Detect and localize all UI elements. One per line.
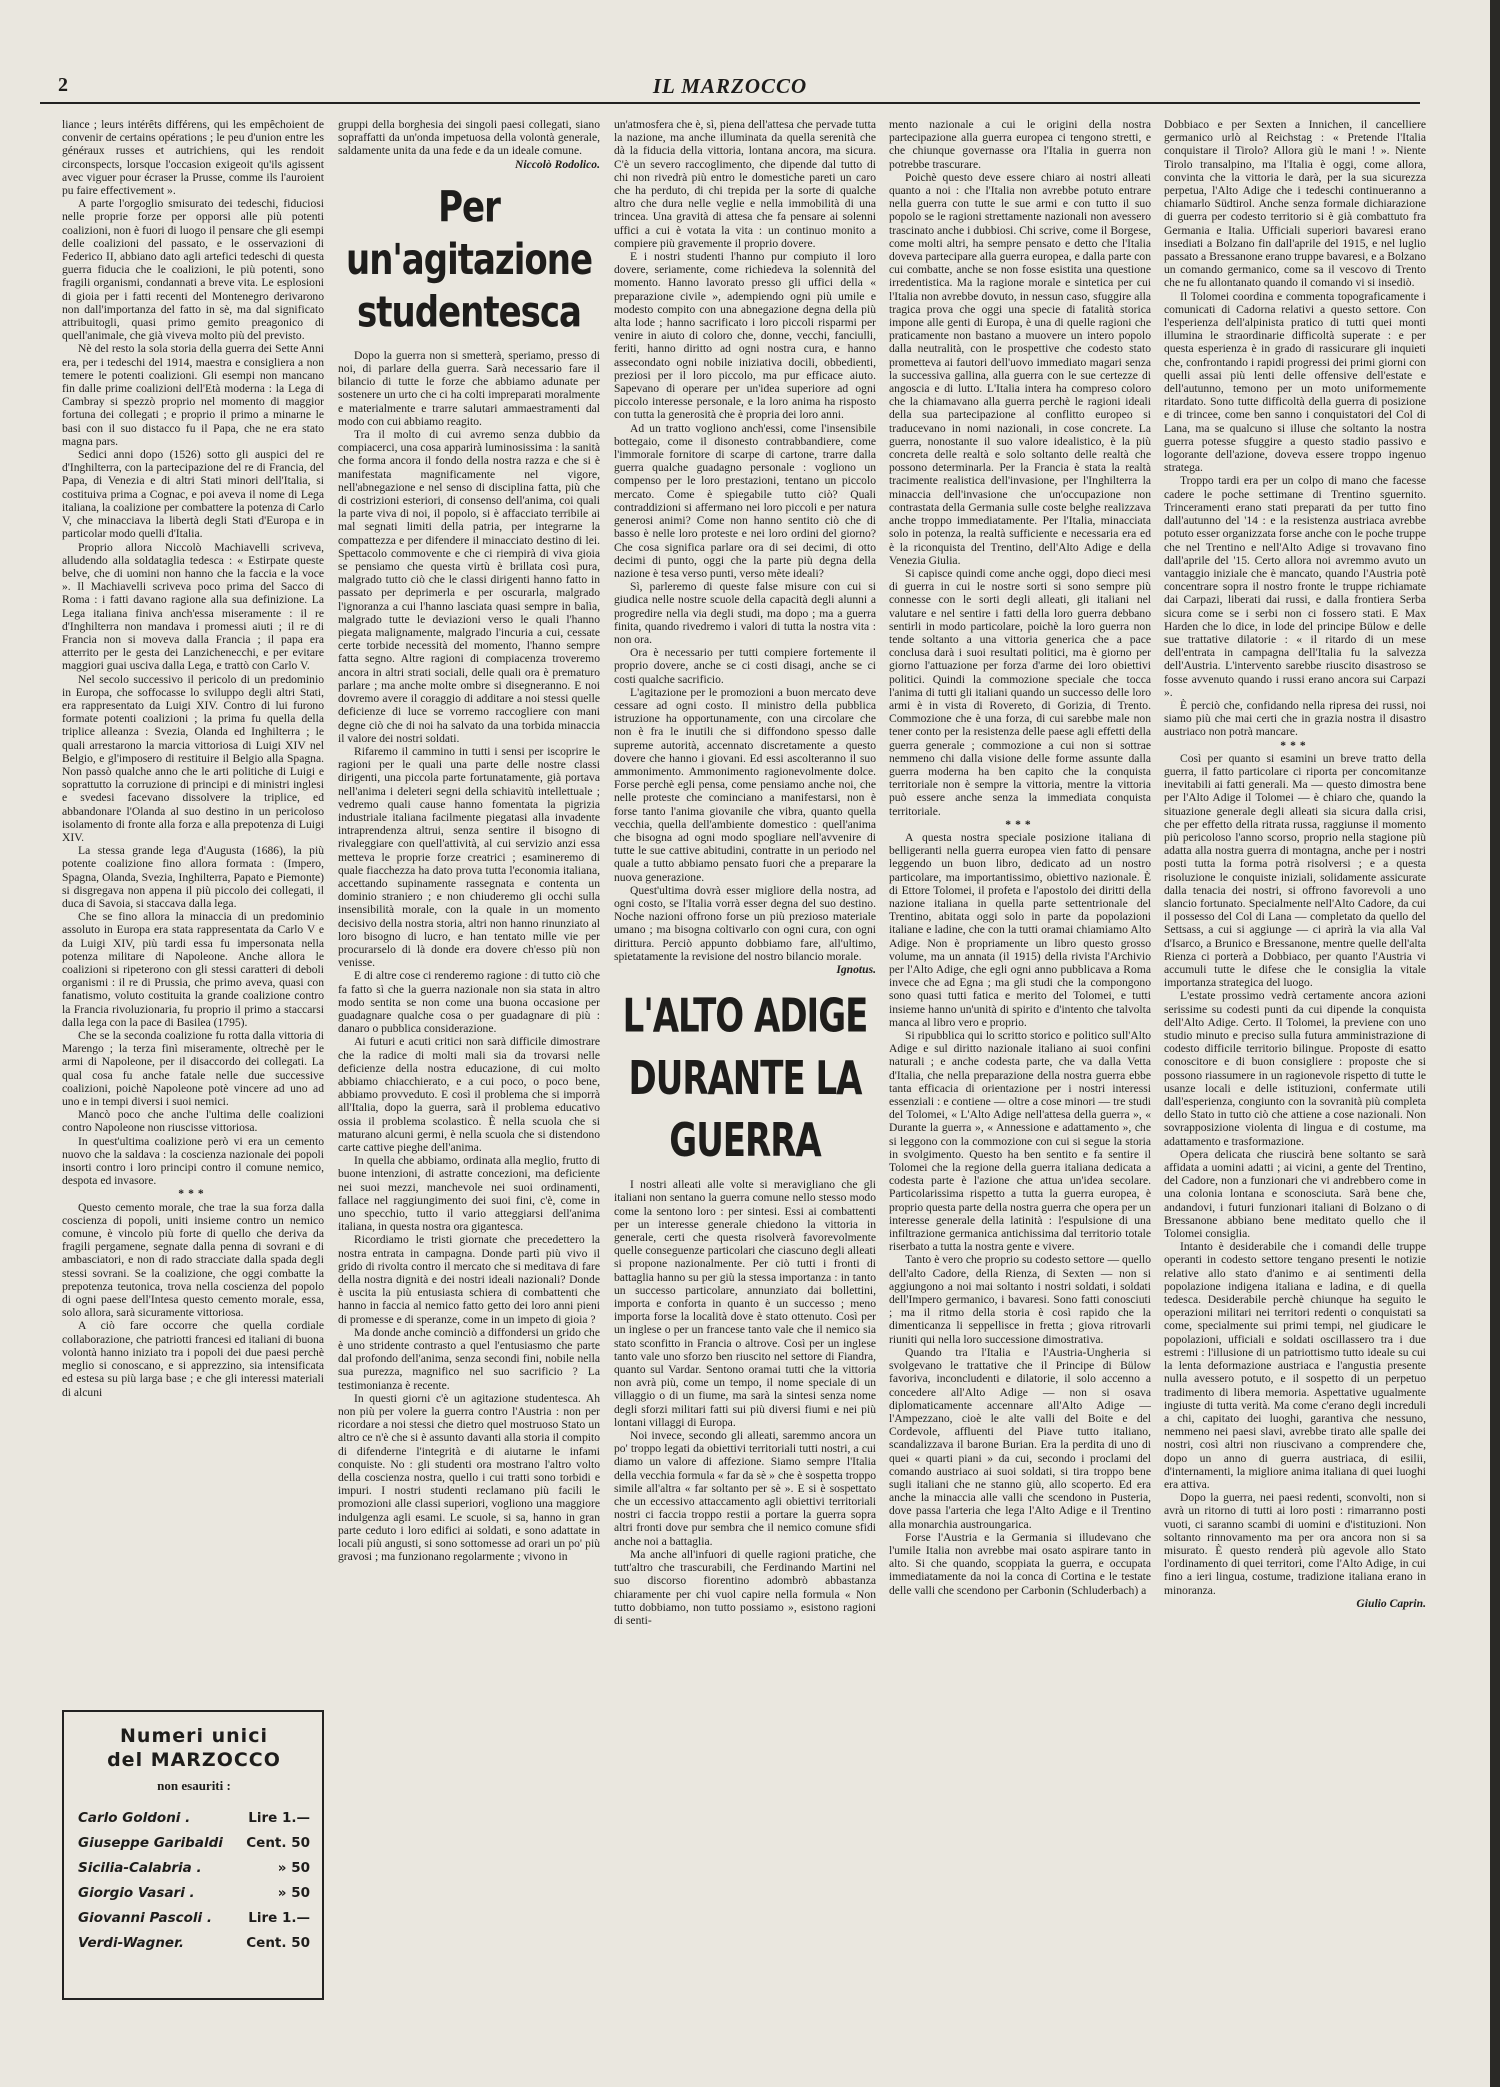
paragraph: mento nazionale a cui le origini della nostra partecipazione alla guerra europea ci tengono stretti, e che chiunque governasse ora l'Italia in guerra non potrebbe trascurare. bbox=[889, 118, 1151, 171]
paragraph: Rifaremo il cammino in tutti i sensi per iscoprire le ragioni per le quali una parte delle nostre classi dirigenti, una piccola parte fortunatamente, già portava nell'anima i deleteri segni della schiavitù intellettuale ; vedremo quali cause hanno fomentata la pigrizia industriale italiana facilmente piegatasi alla invadente intraprendenza altrui, senza sentire il bisogno di rivaleggiare con quell'attività, al cui servizio anzi essa metteva le proprie forze creatrici ; esamineremo di quale fiacchezza ha dato prova tutta l'economia italiana, accettando supinamente rassegnata e contenta un dominio straniero ; e non chiuderemo gli occhi sulla insensibilità morale, con la quale in un momento decisivo della nostra storia, altri non hanno rinunziato al loro bisogno di lucro, e han tentato mille vie per procurarselo di là donde era dovere ch'esso più non venisse. bbox=[338, 744, 600, 970]
paragraph: Il Tolomei coordina e commenta topograficamente i comunicati di Cadorna relativi a questo settore. Con l'esperienza dell'alpinista pratico di tutti quei monti illumina le straordinarie difficoltà superate : e per questa esperienza è in grado di rassicurare gli inquieti che, confrontando i rapidi progressi dei primi giorni con quelli assai più lenti delle offensive dell'estate e dell'autunno, temono per un moto uniformemente ritardato. Sono tutte difficoltà della guerra di posizione e di trincee, come ben sanno i conquistatori del Col di Lana, ma se qualcuno si illuse che soltanto la nostra guerra potesse sfuggire a questo stadio passivo e logorante dell'azione, doveva essere troppo ingenuo stratega. bbox=[1164, 289, 1426, 475]
paragraph: E i nostri studenti l'hanno pur compiuto il loro dovere, seriamente, come richiedeva la solennità del momento. Hanno lavorato presso gli uffici della « preparazione civile », adempiendo ogni più umile e modesto compito con una abnegazione degna della più alta lode ; hanno sacrificato i loro piccoli risparmi per venire in aiuto di coloro che, donne, vecchi, fanciulli, feriti, hanno diritto ad ogni nostra cura, e hanno assecondato ogni nobile iniziativa docili, obbedienti, preziosi per il loro piccolo, ma pur efficace aiuto. Sapevano di operare per un'idea superiore ad ogni piccolo interesse personale, e la loro anima ha risposto con tutta la generosità che è propria dei loro anni. bbox=[614, 250, 876, 422]
article-headline: L'ALTO ADIGE DURANTE LA GUERRA bbox=[622, 990, 868, 1169]
paragraph: A parte l'orgoglio smisurato dei tedeschi, fiduciosi nelle proprie forze per opporsi alle più potenti coalizioni, non è fuori di luogo il pensare che gli esempi delle coalizioni del passato, e le osservazioni di Federico II, abbiano dato agli artefici tedeschi di questa guerra fiducia che le coalizioni, le più potenti, sono fragili organismi, condannati a breve vita. Le esplosioni di gioia per i fatti recenti del Montenegro derivarono non dall'importanza del fatto in sè, ma dal significato attribuitogli, quasi primo gemito preagonico di quell'animale, che già viveva molto più del previsto. bbox=[62, 197, 324, 343]
paragraph: I nostri alleati alle volte si meravigliano che gli italiani non sentano la guerra comune nello stesso modo come la sentono loro : per sintesi. Essi ai combattenti per un interesse generale chiedono la vittoria in generale, certi che questa risolverà favorevolmente quelle conseguenze particolari che ciascuno degli alleati si propone nazionalmente. Per ciò tutti i fronti di battaglia hanno su per giù la stessa importanza : in tanto un successo particolare, annunziato dai bollettini, importa e conforta in quanto è un successo ; meno importa forse la località dove è stato ottenuto. Così per un inglese o per un francese tanto vale che il nemico sia stato sconfitto in Francia o altrove. Così per un inglese tanto vale uno sforzo ben riuscito nel settore di Fiandra, quanto sul Vardar. Sentono oramai tutti che la vittoria non avrà più, come un tempo, il nome speciale di un villaggio o di un fiume, ma sarà la sintesi senza nome degli sforzi militari fatti sui più diversi fiumi e nei più lontani villaggi di Europa. bbox=[614, 1178, 876, 1429]
paragraph: Mancò poco che anche l'ultima delle coalizioni contro Napoleone non riuscisse vittoriosa. bbox=[62, 1108, 324, 1135]
column-2 bbox=[338, 118, 600, 1998]
issue-name: Giuseppe Garibaldi bbox=[78, 1835, 223, 1851]
paragraph: Dopo la guerra non si smetterà, speriamo, presso di noi, di parlare della guerra. Sarà necessario fare il bilancio di tutte le forze che abbiamo adunate per sostenere un urto che ci ha colti impreparati moralmente e materialmente e trarre salutari ammaestramenti dal modo con cui abbiamo reagito. bbox=[338, 348, 600, 428]
paragraph: un'atmosfera che è, sì, piena dell'attesa che pervade tutta la nazione, ma anche illuminata da quella serenità che dà la fiducia della vittoria, lontana ancora, ma sicura. C'è un severo raccoglimento, che dipende dal tutto di chi non rivedrà più entro le domestiche pareti un caro che ha perduto, di chi trepida per la sorte di qualche altro che dura nelle veglie e nella immobilità di una trincea. Una gravità di attesa che fa pensare ai solenni uffici a cui è votata la vita : un continuo monito a compiere più gravemente il proprio dovere. bbox=[614, 118, 876, 250]
box-title-line2: del MARZOCCO bbox=[107, 1749, 281, 1771]
issue-price: Lire 1.— bbox=[248, 1910, 310, 1926]
issue-name: Sicilia-Calabria . bbox=[78, 1860, 202, 1876]
paragraph: Poichè questo deve essere chiaro ai nostri alleati quanto a noi : che l'Italia non avrebbe potuto entrare nella guerra con tutte le sue armi e con tutto il suo popolo se le ragioni strettamente nazionali non avessero trascinato anche i dubbiosi. Chi scrive, come il Borgese, come molti altri, ha sempre pensato e detto che l'Italia doveva partecipare alla guerra europea, e dalla parte con cui combatte, anche se non fosse esistita una questione irredentistica. Ma la ragione morale e sintetica per cui l'Italia non avrebbe dovuto, in nessun caso, sfuggire alla tragica prova che oggi una specie di fatalità storica impone alle genti di Europa, è una di quelle ragioni che praticamente non bastano a muovere un intero popolo dalla neutralità, con le prospettive che codesto stato prometteva ai fautori dell'uovo immediato magari senza la successiva gallina, alla guerra con le sue certezze di angoscia e di lutto. L'Italia intera ha compreso coloro che la chiamavano alla guerra perchè le ragioni ideali della sua partecipazione al conflitto europeo si traducevano in nomi nazionali, in cose concrete. La guerra, nonostante il suo valore idealistico, è la più concreta delle realtà e solo soltanto delle realtà che possono determinarla. Per la Francia è stata la realtà tracimente realistica dell'invasione, per l'Inghilterra la minaccia dell'invasione che un'occupazione non contrastata della Germania sulle coste belghe realizzava anche troppo immediatamente. Per l'Italia, minacciata solo in potenza, la realtà sufficiente e necessaria era ed è la riconquista del Trentino, dell'Alto Adige e della Venezia Giulia. bbox=[889, 170, 1151, 567]
paragraph: Così per quanto si esamini un breve tratto della guerra, il fatto particolare ci riporta per concomitanze inevitabili ai fatti generali. Ma — questo dimostra bene per l'Alto Adige il Tolomei — è chiaro che, quando la situazione generale degli alleati sia sicura dalla crisi, che per effetto della ritrata russa, raggiunse il momento più pericoloso l'anno scorso, proprio nella stagione più adatta alla nostra guerra di montagna, anche per i nostri posti tutta la forma potrà risolversi ; e a questa risoluzione le conquiste iniziali, solidamente assicurate dalla tenacia dei nostri, si offrono favorevoli a uno slancio fortunato. Specialmente nell'Alto Cadore, da cui il possesso del Col di Lana — completato da quello del Settsass, a cui si aggiunge — ci aprirà la via alla Val d'Isarco, a Brunico e Bressanone, mentre quelle dell'alta Rienza ci porterà a Dobbiaco, per quanto l'Austria vi accumuli tutte le difese che le consiglia la vitale importanza strategica del luogo. bbox=[1164, 751, 1426, 990]
issue-row bbox=[78, 1881, 310, 1906]
paragraph: L'agitazione per le promozioni a buon mercato deve cessare ad ogni costo. Il ministro della pubblica istruzione ha opportunamente, con una circolare che non è fra le inutili che si diffondono spesso dalle supreme autorità, accennato discretamente a questo dovere che hanno i giovani. Ed essi ascolteranno il suo ammonimento. Ammonimento ragionevolmente dolce. Forse perchè egli pensa, come pensiamo anche noi, che nelle proteste che cominciano a manifestarsi, non è forse tanto l'anima giovanile che vibra, quanto quella vecchia, quella dell'ambiente domestico : quell'anima che bisogna ad ogni modo spogliare nell'avvenire di tutte le sue cattive abitudini, contratte in un periodo nel quale a tutto abbiamo pensato fuori che a preparare la nuova generazione. bbox=[614, 685, 876, 884]
paragraph: È perciò che, confidando nella ripresa dei russi, noi siamo più che mai certi che in grazia nostra il disastro austriaco non potrà mancare. bbox=[1164, 698, 1426, 739]
special-issues-box bbox=[62, 1710, 324, 2000]
paragraph: Ricordiamo le tristi giornate che precedettero la nostra entrata in campagna. Donde partì più vivo il grido di rivolta contro il mercato che si meditava di fare della nostra dignità e dei nostri ideali nazionali? Donde è uscita la più entusiasta schiera di combattenti che hanno in faccia al nemico fatto getto dei loro anni pieni di promesse e di speranze, come in un impeto di gioia ? bbox=[338, 1233, 600, 1326]
paragraph: Ora è necessario per tutti compiere fortemente il proprio dovere, anche se ci costi disagi, anche se ci costi qualche sacrificio. bbox=[614, 646, 876, 686]
column-3 bbox=[614, 118, 876, 1998]
paragraph: Opera delicata che riuscirà bene soltanto se sarà affidata a uomini adatti ; ai vicini, a gente del Trentino, del Cadore, non a funzionari che vi andrebbero come in una colonia lontana e sconosciuta. Sarà bene che, andandovi, i futuri funzionari italiani di Bolzano o di Bressanone abbiano bene meditato quello che il Tolomei consiglia. bbox=[1164, 1147, 1426, 1241]
paragraph: Dopo la guerra, nei paesi redenti, sconvolti, non si avrà un ritorno di tutti ai loro posti : rimarranno posti vuoti, ci saranno scambi di uomini e d'istituzioni. Non soltanto rinnovamento ma per ora ancora non si sa misurato. È questo renderà più agevole allo Stato l'ordinamento di quei territori, come l'Alto Adige, in cui fino a ieri lingua, costume, tradizione italiana erano in minoranza. bbox=[1164, 1491, 1426, 1597]
paragraph: Si capisce quindi come anche oggi, dopo dieci mesi di guerra in cui le nostre sorti si sono sempre più connesse con le sorti degli alleati, gli italiani nel valutare e nel sentire i fatti della loro guerra debbano sentirli in modo particolare, poichè la loro guerra non tende soltanto a una vittoria generica che a pace conclusa darà i suoi resultati politici, ma è giorno per giorno l'attuazione per forza d'arme dei loro obiettivi politici. Quindi la commozione speciale che tocca l'anima di tutti gli italiani quando un successo delle loro armi è in vista di Rovereto, di Gorizia, di Trento. Commozione che è una forza, di cui sarebbe male non tener conto per la resistenza delle paese agli effetti della guerra generale ; commozione a cui non si sottrae nemmeno chi dalla visione delle forme assunte dalla guerra moderna ha ben capito che la conquista territoriale non è sempre la vittoria, mentre la vittoria può essere anche senza la immediata conquista territoriale. bbox=[889, 566, 1151, 818]
paragraph: Ai futuri e acuti critici non sarà difficile dimostrare che la radice di molti mali sia da trovarsi nelle deficienze della nostra educazione, di cui molto abbiamo chiacchierato, e a cui poco, o poco bene, abbiamo provveduto. E così il problema che si imporrà all'Italia, dopo la guerra, sarà il problema educativo ossia il problema scolastico. È nella scuola che si maturano alcuni germi, è nella scuola che si distendono carte cattive pieghe dell'anima. bbox=[338, 1035, 600, 1154]
issue-name: Giovanni Pascoli . bbox=[78, 1910, 212, 1926]
author-signature: Ignotus. bbox=[836, 963, 876, 976]
paragraph: Troppo tardi era per un colpo di mano che facesse cadere le poche settimane di Trentino sguernito. Trinceramenti erano stati preparati da per tutto fino dall'autunno del '14 : e la resistenza austriaca avrebbe potuto esser organizzata forse anche con le poche truppe che nel Trentino e nell'Alto Adige si trovavano fino dall'aprile del '15. Certo allora noi avremmo avuto un vantaggio iniziale che è mancato, quando l'Austria potè concentrare sopra il nostro fronte le truppe richiamate dai Carpazi, liberati dai russi, e dalla frontiera Serba sicura come se i serbi non ci fossero stati. E Max Harden che lo dice, in lode del principe Bülow e delle sue trattative dilatorie : « il ritardo di un mese dell'entrata in campagna dell'Italia fu la salvezza dell'Austria. L'intervento sarebbe riuscito disastroso se fosse avvenuto quando i russi erano ancora sui Carpazi ». bbox=[1164, 474, 1426, 699]
paragraph: Forse l'Austria e la Germania si illudevano che l'umile Italia non avrebbe mai osato aspirare tanto in alto. Si che quando, scoppiata la guerra, e occupata immediatamente da noi la conca di Cortina e le testate delle valli che scendono per Carbonin (Schluderbach) a bbox=[889, 1530, 1151, 1597]
issue-row bbox=[78, 1831, 310, 1856]
paragraph: gruppi della borghesia dei singoli paesi collegati, siano sopraffatti da un'onda impetuosa della volontà generale, saldamente unita da una fede e da un ideale comune. bbox=[338, 118, 600, 158]
paragraph: Si ripubblica qui lo scritto storico e politico sull'Alto Adige e sul diritto nazionale italiano ai suoi confini naturali ; e anche codesta parte, che va dalla Vetta d'Italia, che nella preparazione della nostra guerra ebbe tanta efficacia di orientazione per i nostri interessi essenziali : e contiene — oltre a cose minori — tre studi del Tolomei, « L'Alto Adige nell'attesa della guerra », « Durante la guerra », « Annessione e adattamento », che si leggono con la commozione con cui si segue la storia in svolgimento. Questo ha ben sentito e fa sentire il Tolomei che la regione della guerra italiana dedicata a codesta parte è l'azione che attua un'idea secolare. Particolarissima rispetto a tutta la guerra europea, è proprio questa parte della nostra guerra che opera per un interesse generale della latinità : l'espulsione di una infiltrazione germanica antichissima dal territorio totale riserbato a tutta la nostra gente e vivere. bbox=[889, 1029, 1151, 1254]
paragraph: A questa nostra speciale posizione italiana di belligeranti nella guerra europea vien fatto di pensare leggendo un buon libro, dedicato ad un nostro particolare, ma importantissimo, obiettivo nazionale. È di Ettore Tolomei, il profeta e l'apostolo dei diritti della nazione italiana in quella parte settentrionale del Trentino, abitata oggi solo in parte da popolazioni italiane e ladine, che con la tutti oramai chiamiamo Alto Adige. Non è propriamente un libro questo grosso volume, ma un annata (il 1915) della rivista l'Archivio per l'Alto Adige, che egli ogni anno pubblicava a Roma invece che ad Egna ; ma gli studi che la compongono sono quasi tutti fatica e merito del Tolomei, e tutti insieme hanno un'unità di spirito e d'intento che talvolta manca al libro vero e proprio. bbox=[889, 830, 1151, 1029]
paragraph: E di altre cose ci renderemo ragione : di tutto ciò che fa fatto sì che la guerra nazionale non sia stata in altro modo sentita se non come una buona occasione per guadagnare qualche cosa o per guadagnare di più : danaro o pubblica considerazione. bbox=[338, 969, 600, 1036]
paragraph: Tanto è vero che proprio su codesto settore — quello dell'alto Cadore, della Rienza, di Sexten — non si aggiungono a noi mai soltanto i nostri soldati, i soldati dell'Impero germanico, i bavaresi. Sono fatti conosciuti ; ma il ritmo della storia è così rapido che la dimenticanza li seppellisce in fretta ; giova ritrovarli riuniti qui nella loro successione dimostrativa. bbox=[889, 1253, 1151, 1346]
paragraph: In quest'ultima coalizione però vi era un cemento nuovo che la saldava : la coscienza nazionale dei popoli insorti contro i loro principi contro il comune nemico, despota ed invasore. bbox=[62, 1134, 324, 1188]
section-separator: *** bbox=[1005, 817, 1035, 831]
issue-price: Cent. 50 bbox=[246, 1935, 310, 1951]
issue-price: Lire 1.— bbox=[248, 1810, 310, 1826]
section-separator: *** bbox=[1280, 738, 1310, 752]
issue-row bbox=[78, 1806, 310, 1831]
paragraph: liance ; leurs intérêts différens, qui les empêchoient de convenir de certains opérations ; le peu d'union entre les généraux russes et autrichiens, qui les rendoit circonspects, lorsque l'occasion exigeoit qu'ils agissent avec viguer pour écraser la Prusse, comme ils l'auroient pu faire effectivement ». bbox=[62, 118, 324, 198]
author-signature: Giulio Caprin. bbox=[1356, 1596, 1426, 1610]
paragraph: Nè del resto la sola storia della guerra dei Sette Anni era, per i tedeschi del 1914, maestra e consigliera a non temere le potenti coalizioni. Gli esempi non mancano fin dalle prime coalizioni dell'Età moderna : la Lega di Cambray si spezzò proprio nel momento di maggior fortuna dei collegati ; e proprio il primo a minarne le basi con il suo distacco fu il Papa, che ne era stato magna pars. bbox=[62, 342, 324, 448]
issue-price: Cent. 50 bbox=[246, 1835, 310, 1851]
issue-row bbox=[78, 1931, 310, 1956]
paragraph: Ad un tratto vogliono anch'essi, come l'insensibile bottegaio, come il disonesto contrabbandiere, come l'immorale fornitore di scarpe di cartone, trarre dalla guerra qualche guadagno personale : vogliono un compenso per le loro prestazioni, tentano un piccolo mercato. Come è spiegabile tutto ciò? Quali contraddizioni si affermano nei loro piccoli e per natura generosi animi? Come non hanno sentito ciò che di basso è nelle loro proteste e nei loro ordini del giorno? Che cosa significa parlare ora di sei decimi, di otto decimi di punto, oggi che la parte più degna della nazione è tesa verso punti, verso mète ideali? bbox=[614, 421, 876, 580]
issue-row bbox=[78, 1906, 310, 1931]
issue-name: Giorgio Vasari . bbox=[78, 1885, 195, 1901]
page-header bbox=[40, 68, 1420, 104]
page-number: 2 bbox=[58, 74, 68, 96]
issue-name: Carlo Goldoni . bbox=[78, 1810, 191, 1826]
issue-price: » 50 bbox=[277, 1885, 310, 1901]
scan-edge bbox=[1490, 0, 1500, 2087]
paragraph: Sì, parleremo di queste false misure con cui si giudica nelle nostre scuole della capacità degli alunni a progredire nella via degli studi, ma dopo ; ma a guerra finita, quando rivedremo i valori di tutta la nostra vita : non ora. bbox=[614, 580, 876, 646]
column-4 bbox=[889, 118, 1151, 1998]
paragraph: Ma anche all'infuori di quelle ragioni pratiche, che tutt'altro che trascurabili, che Ferdinando Martini nel suo discorso fiorentino adombrò abbastanza chiaramente per chi vuol capire nella formula « Non tutto dobbiamo, non tutto possiamo », esistono ragioni di senti- bbox=[614, 1547, 876, 1627]
paragraph: Nel secolo successivo il pericolo di un predominio in Europa, che soffocasse lo sviluppo degli altri Stati, era rappresentato da Luigi XIV. Contro di lui furono formate potenti coalizioni ; la prima fu quella della triplice alleanza : Svezia, Olanda ed Inghilterra ; le quali arrestarono la marcia vittoriosa di Luigi XIV nel Belgio, e gl'imposero di restituire il Belgio alla Spagna. Non passò qualche anno che le arti politiche di Luigi e soprattutto la corruzione di principi e di ministri inglesi e svedesi facevano dissolvere la triplice, ed abbandonare l'Olanda al suo destino in un pericoloso isolamento di fronte alla forza e alla prepotenza di Luigi XIV. bbox=[62, 672, 324, 844]
paragraph: In questi giorni c'è un agitazione studentesca. Ah non più per volere la guerra contro l'Austria : non per ricordare a noi stessi che dietro quel mostruoso Stato un altro ce n'è che si è assunto davanti alla storia il compito di difenderne l'integrità e di aiutarne le infami conquiste. No : gli studenti ora mostrano l'altro volto della coscienza nostra, quello i cui tratti sono torbidi e impuri. I nostri studenti reclamano più facili le promozioni alle classi superiori, vogliono una maggiore indulgenza agli esami. Le scuole, si sa, hanno in gran parte ceduto i loro edifici ai soldati, e sono adattate in locali più angusti, si sono sottomesse ad orari un po' più gravosi ; ma funzionano regolarmente ; vivono in bbox=[338, 1391, 600, 1564]
paragraph: Tra il molto di cui avremo senza dubbio da compiacerci, una cosa apparirà luminosissima : la sanità che forma ancora il fondo della nostra razza e che si è manifestata magnificamente nel vigore, nell'abnegazione e nel senso di disciplina fatta, più che di costrizioni esteriori, di consenso dell'anima, coi quali la parte viva di noi, il popolo, si è affacciato terribile ai mal segnati limiti della patria, per integrarne la compattezza e per difendere il minacciato destino di lei. Spettacolo commovente e che ci riempirà di viva gioia se pensiamo che questa virtù è brillata così pura, malgrado tutto ciò che le classi dirigenti hanno fatto in passato per deprimerla e per oscurarla, malgrado l'ignoranza a cui l'hanno lasciata quasi sempre in balìa, malgrado tutte le deviazioni verso le quali l'hanno piegata malignamente, malgrado l'incuria a cui, cessate certe torbide necessità del momento, l'hanno sempre fatta segno. Altre ragioni di compiacenza troveremo ancora in altri strati sociali, delle quali ora è prematuro parlare ; ma anche molte ombre si disegneranno. E noi dovremo avere il coraggio di additare a noi stessi quelle deficienze di luce se vorremo raccogliere con mani degne ciò che di noi ha salvato da una torbida minaccia il valore dei nostri soldati. bbox=[338, 428, 600, 745]
paragraph: A ciò fare occorre che quella cordiale collaborazione, che patriotti francesi ed italiani di buona volontà hanno iniziato tra i popoli dei due paesi perchè meglio si conoscano, e si apprezzino, sia intensificata ed estesa su più larga base ; e che gli interessi materiali di alcuni bbox=[62, 1319, 324, 1399]
article-headline: Per un'agitazione studentesca bbox=[345, 182, 593, 338]
paragraph: L'estate prossimo vedrà certamente ancora azioni serissime su codesti punti da cui dipende la conquista dell'Alto Adige. Certo. Il Tolomei, la previene con uno studio minuto e preciso sulla futura amministrazione di codesto difficile territorio bilingue. Proposte di esatto conoscitore e di buon consigliere : proposte che si possono riassumere in un ragionevole rispetto di tutte le usanze locali e delle istituzioni, confermate utili dall'esperienza, congiunto con la sovranità più completa dello Stato in tutto ciò che attiene a cose nazionali. Non sovrapposizione violenta di lingua e di costume, ma adattamento e trasformazione. bbox=[1164, 989, 1426, 1148]
paragraph: Intanto è desiderabile che i comandi delle truppe operanti in codesto settore tengano presenti le notizie relative allo stato d'animo e ai sentimenti della popolazione indigena italiana e ladina, e di quella tedesca. Desiderabile perchè chiunque ha seguito le operazioni militari nei territori redenti o conquistati sa come, specialmente sui primi tempi, nel giudicare le popolazioni, ufficiali e soldati oscillassero tra i due estremi : l'illusione di un patriottismo tutto ideale su cui la lenta deformazione austriaca e l'angustia presente nulla avessero potuto, e il sospetto di un perpetuo tradimento di libera memoria. Aspettative ugualmente ingiuste di tutta verità. Ma come c'erano degli increduli a chi, capitato dei luoghi, garantiva che nessuno, nemmeno nei paesi slavi, avrebbe tirato alle spalle dei nostri, così altri non riuscivano a comprendere che, dopo un anno di guerra austriaca, di esilii, d'internamenti, la migliore anima italiana di quei luoghi era attiva. bbox=[1164, 1240, 1426, 1491]
paragraph: Proprio allora Niccolò Machiavelli scriveva, alludendo alla soldataglia tedesca : « Estirpate queste belve, che di uomini non hanno che la faccia e la voce ». Il Machiavelli scriveva poco prima del Sacco di Roma : i fatti davano ragione alla sua definizione. La Lega italiana finiva anch'essa miseramente : il re d'Inghilterra non mandava i promessi aiuti ; il re di Francia non si moveva dalla Francia ; il papa era atterrito per le gesta dei Lanzichenecchi, e per evitare maggiori guai usciva dalla Lega, e trattò con Carlo V. bbox=[62, 540, 324, 673]
paragraph: Quest'ultima dovrà esser migliore della nostra, ad ogni costo, se l'Italia vorrà esser degna del suo destino. Noche nazioni offrono forse un più prezioso materiale umano ; ma bisogna coltivarlo con ogni cura, con ogni dirittura. Perciò appunto dobbiamo fare, all'ultimo, spietatamente la revisione del nostro bilancio morale. bbox=[614, 883, 876, 963]
paragraph: Che se la seconda coalizione fu rotta dalla vittoria di Marengo ; la terza finì miseramente, oltrechè per le armi di Napoleone, per il disaccordo dei collegati. La qual cosa fu anche fatale nelle due successive coalizioni, poichè Napoleone potè vincere ad uno ad uno e in tempi diversi i suoi nemici. bbox=[62, 1029, 324, 1109]
paragraph: In quella che abbiamo, ordinata alla meglio, frutto di buone intenzioni, di astratte concezioni, ma deficiente nei suoi mezzi, manchevole nei suoi ordinamenti, fallace nel raggiungimento dei suoi fini, c'è, come in uno specchio, tutto il vario atteggiarsi dell'anima italiana, in questa nostra ora gigantesca. bbox=[338, 1154, 600, 1234]
paragraph: Che se fino allora la minaccia di un predominio assoluto in Europa era stata rappresentata da Carlo V e da Luigi XIV, più tardi essa fu impersonata nella potenza militare di Napoleone. Anche allora le coalizioni si ripeterono con gli stessi caratteri di deboli organismi : il re di Prussia, che primo aveva, quasi con fanatismo, voluto costituita la grande coalizione contro la Francia rivoluzionaria, fu proprio il primo a staccarsi dalla lega con la pace di Basilea (1795). bbox=[62, 910, 324, 1029]
box-subtitle: non esauriti : bbox=[157, 1778, 231, 1793]
box-title-line1: Numeri unici bbox=[120, 1725, 268, 1747]
paragraph: Noi invece, secondo gli alleati, saremmo ancora un po' troppo legati da obiettivi territoriali tutti nostri, a cui diamo un valore di affezione. Siamo sempre l'Italia della vecchia formula « far da sè » che è sospetta troppo simile all'altra « far soltanto per sè ». E si è sospettato che un eccessivo attaccamento agli obiettivi territoriali nostri ci faccia troppo restii a portare la guerra sopra altri fronti dove pur sembra che il nemico comune sfidi anche noi a battaglia. bbox=[614, 1429, 876, 1548]
author-signature: Niccolò Rodolico. bbox=[514, 157, 600, 171]
paragraph: La stessa grande lega d'Augusta (1686), la più potente coalizione fino allora formata : (Impero, Spagna, Olanda, Svezia, Inghilterra, Papato e Piemonte) si disgregava non appena il più piccolo dei collegati, il duca di Savoia, si staccava dalla lega. bbox=[62, 844, 324, 910]
paragraph: Dobbiaco e per Sexten a Innichen, il cancelliere germanico urlò al Reichstag : « Pretende l'Italia conquistare il Tirolo? Allora giù le mani ! ». Niente Tirolo transalpino, ma l'Italia è oggi, come allora, convinta che la vittoria le darà, per la sua sicurezza perpetua, l'Alto Adige che i tedeschi continueranno a chiamarlo Südtirol. Anche senza formale dichiarazione di guerra per codesto territorio si è già combattuto fra Germania e Italia. Ufficiali superiori bavaresi erano insediati a Bolzano fin dall'aprile del 1915, e nel luglio passato a Bressanone erano truppe bavaresi, e a Bolzano un comando germanico, come sa il vescovo di Trento che ne fu allontanato quando il comando vi si insediò. bbox=[1164, 118, 1426, 290]
column-5 bbox=[1164, 118, 1426, 1998]
section-separator: *** bbox=[178, 1187, 208, 1201]
issue-name: Verdi-Wagner. bbox=[78, 1935, 184, 1951]
paragraph: Questo cemento morale, che trae la sua forza dalla coscienza di popoli, uniti insieme contro un nemico comune, è vincolo più forte di quello che deriva da fragili pergamene, segnate dalla penna di sovrani e di ambasciatori, e non di rado stracciate dalla spada degli stessi sovrani. Se la coalizione, che oggi combatte la prepotenza teutonica, trova nella coscienza del popolo di ogni paese dell'Intesa questo cemento morale, essa, solo allora, sarà sicuramente vittoriosa. bbox=[62, 1200, 324, 1320]
paragraph: Ma donde anche cominciò a diffondersi un grido che è uno stridente contrasto a quel l'entusiasmo che parte dal profondo dell'anima, senza secondi fini, nobile nella sua purezza, magnifico nel suo sacrificio ? La testimonianza è recente. bbox=[338, 1325, 600, 1392]
paragraph: Sedici anni dopo (1526) sotto gli auspici del re d'Inghilterra, con la partecipazione del re di Francia, del Papa, di Venezia e di altri Stati minori dell'Italia, si costituiva prima a Cognac, e poi aveva il nome di Lega italiana, la coalizione per combattere la potenza di Carlo V, che minacciava la libertà degli Stati d'Europa e in particolar modo quelli d'Italia. bbox=[62, 448, 324, 541]
journal-title: IL MARZOCCO bbox=[652, 74, 808, 98]
paragraph: Quando tra l'Italia e l'Austria-Ungheria si svolgevano le trattative che il Principe di Bülow favoriva, inconcludenti e dilatorie, il solo accenno a concedere all'Alto Adige — non si osava diplomaticamente accennare all'Alto Adige — l'Ampezzano, cioè le alte valli del Boite e del Cordevole, affluenti del Piave tutto italiano, scandalizzava il barone Burian. Era la perdita di uno di quei « quarti piani » da cui, secondo i proclami del comando austriaco ai suoi soldati, si tira troppo bene sugli italiani che ne stanno giù, allo scoperto. Ed era anche la minaccia alle valli che scendono in Pusteria, dove passa l'arteria che lega l'Alto Adige e il Trentino alla monarchia austroungarica. bbox=[889, 1345, 1151, 1531]
issue-row bbox=[78, 1856, 310, 1881]
issue-price: » 50 bbox=[277, 1860, 310, 1876]
